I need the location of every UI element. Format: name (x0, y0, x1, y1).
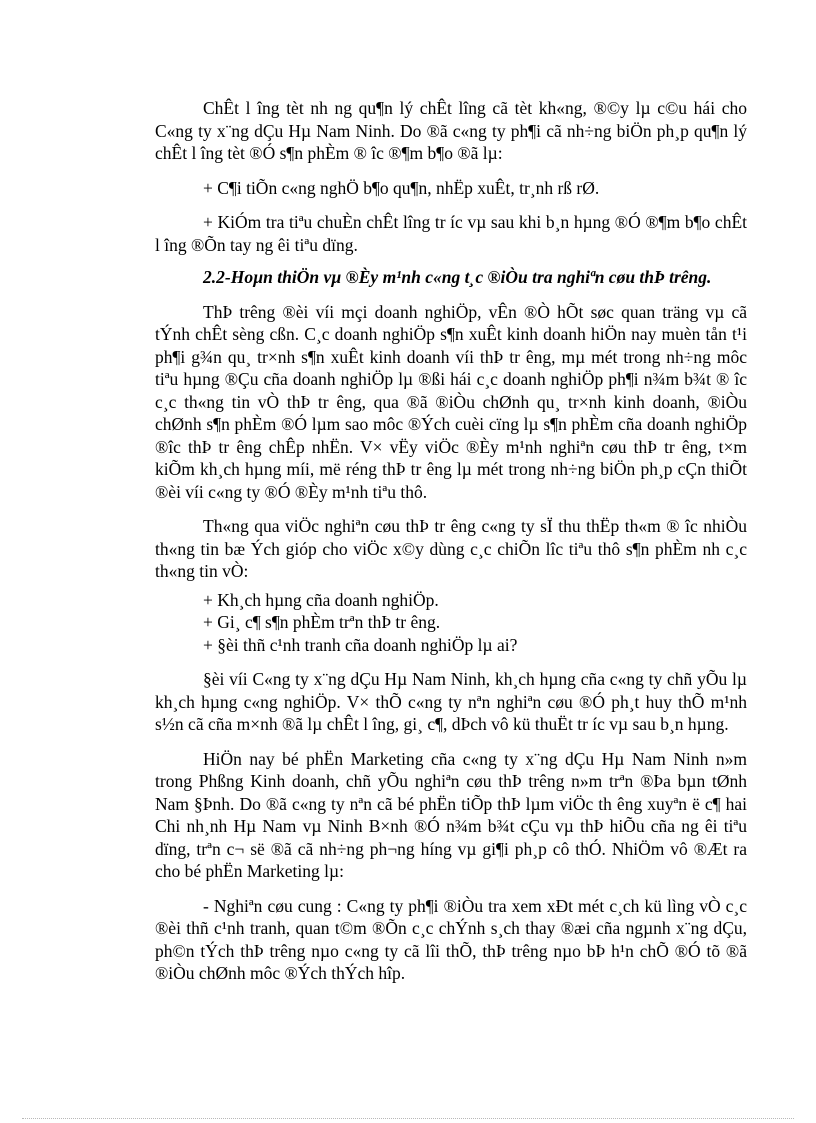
section-heading: 2.2-Hoµn thiÖn vµ ®Èy m¹nh c«ng t¸c ®iÒu tra nghiªn cøu thÞ trêng. (203, 267, 712, 287)
document-body (155, 97, 747, 985)
paragraph-supply-research: - Nghiªn cøu cung : C«ng ty ph¶i ®iÒu tra xem xÐt mét c¸ch kü lìng vÒ c¸c ®èi thñ c¹nh tranh, quan t©m ®Õn c¸c chÝnh s¸ch thay ®æi cña ngµnh x¨ng dÇu, ph©n tÝch thÞ trêng nµo c«ng ty cã lîi thÕ, thÞ trêng nµo bÞ h¹n chÕ ®Ó tõ ®ã ®iÒu chØnh môc ®Ých thÝch hîp. (155, 895, 747, 983)
footer-divider (22, 1118, 794, 1119)
paragraph-market-importance: ThÞ trêng ®èi víi mçi doanh nghiÖp, vÊn ®Ò hÕt søc quan träng vµ cã tÝnh chÊt sèng cßn. C¸c doanh nghiÖp s¶n xuÊt kinh doanh hiÖn nay muèn tån t¹i ph¶i g¾n qu¸ tr×nh s¶n xuÊt kinh doanh víi thÞ tr êng, mµ mét trong nh÷ng môc tiªu hµng ®Çu cña doanh nghiÖp lµ ®ßi hái c¸c doanh nghiÖp ph¶i n¾m b¾t ® îc c¸c th«ng tin vÒ thÞ tr êng, qua ®ã ®iÒu chØnh qu¸ tr×nh kinh doanh, ®iÒu chØnh s¶n phÈm ®Ó lµm sao môc ®Ých cuèi cïng lµ s¶n phÈm cña doanh nghiÖp ®îc thÞ tr êng chÊp nhËn. V× vËy viÖc ®Èy m¹nh nghiªn cøu thÞ tr êng, t×m kiÕm kh¸ch hµng míi, më réng thÞ tr êng lµ mét trong nh÷ng biÖn ph¸p cÇn thiÕt ®èi víi c«ng ty ®Ó ®Èy m¹nh tiªu thô. (155, 301, 747, 502)
paragraph-marketing-department: HiÖn nay bé phËn Marketing cña c«ng ty x¨ng dÇu Hµ Nam Ninh n»m trong Phßng Kinh doanh, chñ yÕu nghiªn cøu thÞ trêng n»m trªn ®Þa bµn tØnh Nam §Þnh. Do ®ã c«ng ty nªn cã bé phËn tiÕp thÞ lµm viÖc th êng xuyªn ë c¶ hai Chi nh¸nh Hµ Nam vµ Ninh B×nh ®Ó n¾m b¾t cÇu vµ thÞ hiÕu cña ng êi tiªu dïng, trªn c¬ së ®ã cã nh÷ng ph¬ng híng vµ gi¶i ph¸p cô thÓ. NhiÖm vô ®Æt ra cho bé phËn Marketing lµ: (155, 748, 747, 881)
bullet-quality-inspection: + KiÓm tra tiªu chuÈn chÊt lîng tr íc vµ sau khi b¸n hµng ®Ó ®¶m b¶o chÊt l îng ®Õn tay ng êi tiªu dïng. (155, 212, 747, 255)
paragraph-market-research: Th«ng qua viÖc nghiªn cøu thÞ tr êng c«ng ty sÏ thu thËp th«m ® îc nhiÒu th«ng tin bæ Ých gióp cho viÖc x©y dùng c¸c chiÕn lîc tiªu thô s¶n phÈm nh c¸c th«ng tin vÒ: (155, 516, 747, 581)
bullet-competitors: + §èi thñ c¹nh tranh cña doanh nghiÖp lµ ai? (203, 634, 518, 655)
bullet-prices: + Gi¸ c¶ s¶n phÈm trªn thÞ tr êng. (203, 612, 441, 632)
paragraph-quality-intro: ChÊt l îng tèt nh ng qu¶n lý chÊt lîng cã tèt kh«ng, ®©y lµ c©u hái cho C«ng ty x¨ng dÇu Hµ Nam Ninh. Do ®ã c«ng ty ph¶i cã nh÷ng biÖn ph¸p qu¶n lý chÊt l îng tèt ®Ó s¶n phÈm ® îc ®¶m b¶o ®ã lµ: (155, 98, 747, 163)
paragraph-company-customers: §èi víi C«ng ty x¨ng dÇu Hµ Nam Ninh, kh¸ch hµng cña c«ng ty chñ yÕu lµ kh¸ch hµng c«ng nghiÖp. V× thÕ c«ng ty nªn nghiªn cøu ®Ó ph¸t huy thÕ m¹nh s½n cã cña m×nh ®ã lµ chÊt l îng, gi¸ c¶, dÞch vô kü thuËt tr íc vµ sau b¸n hµng. (155, 669, 747, 734)
bullet-improve-technology: + C¶i tiÕn c«ng nghÖ b¶o qu¶n, nhËp xuÊt, tr¸nh rß rØ. (203, 177, 600, 198)
bullet-customers: + Kh¸ch hµng cña doanh nghiÖp. (203, 589, 439, 610)
